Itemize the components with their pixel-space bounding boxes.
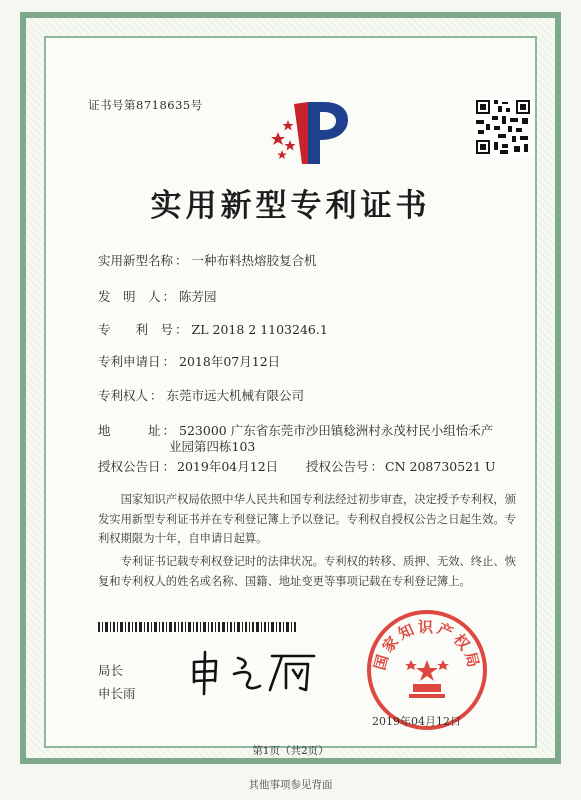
field-patent-number: 专 利 号 ： ZL 2018 2 1103246.1 [98,322,328,337]
seal-date: 2019年04月12日 [372,715,461,728]
footer-note: 其他事项参见背面 [248,779,333,791]
field-value: 东莞市远大机械有限公司 [166,388,305,403]
field-label: 实用新型名称 [98,253,174,268]
qr-code-icon [474,98,532,156]
field-value: 2018年07月12日 [179,354,281,369]
field-label: 授权公告号 [306,459,369,474]
certificate-title: 实用新型专利证书 [150,188,431,224]
field-value: 一种布料热熔胶复合机 [191,253,317,268]
field-label: 发 明 人 [98,289,161,304]
field-address-line2: 业园第四栋103 [169,439,256,454]
director-name: 申长雨 [98,686,136,701]
patent-office-logo-icon [264,96,350,170]
certificate-number: 证书号第8718635号 [88,98,203,112]
field-value: 523000 广东省东莞市沙田镇稔洲村永茂村民小组怡禾产 [179,423,494,438]
field-application-date: 专利申请日 ： 2018年07月12日 [98,354,281,369]
field-label: 授权公告日 [98,459,161,474]
field-value: CN 208730521 U [385,459,496,474]
certificate-paragraph-grant: 国家知识产权局依照中华人民共和国专利法经过初步审查，决定授予专利权，颁发实用新型专利证书并在专利登记簿上予以登记。专利权自授权公告之日起生效。专利权期限为十年，自申请日起算。 [98,493,516,545]
field-inventor: 发 明 人 ： 陈芳园 [98,289,217,304]
field-patentee: 专利权人 ： 东莞市远大机械有限公司 [98,388,305,403]
barcode-icon [98,622,298,632]
field-announce-date: 授权公告日 ： 2019年04月12日 [98,459,279,474]
field-utility-model-name: 实用新型名称 ： 一种布料热熔胶复合机 [98,253,317,268]
field-value: 2019年04月12日 [177,459,279,474]
certificate-paragraph-legal-status: 专利证书记载专利权登记时的法律状况。专利权的转移、质押、无效、终止、恢复和专利权人的姓名或名称、国籍、地址变更等事项记载在专利登记簿上。 [98,555,516,588]
page-indicator: 第1页（共2页） [252,745,329,757]
director-signature-icon [186,648,326,698]
field-label: 专利申请日 [98,354,161,369]
field-announce-number: 授权公告号 ： CN 208730521 U [306,459,496,474]
field-address: 地 址 ： 523000 广东省东莞市沙田镇稔洲村永茂村民小组怡禾产 [98,423,494,438]
field-label: 专 利 号 [98,322,174,337]
seal-text: 国家知识产权局 [370,618,484,673]
field-value: 陈芳园 [179,289,217,304]
field-label: 专利权人 [98,388,149,403]
field-value: ZL 2018 2 1103246.1 [191,322,328,337]
director-title: 局长 [98,663,124,678]
field-label: 地 址 [98,423,161,438]
